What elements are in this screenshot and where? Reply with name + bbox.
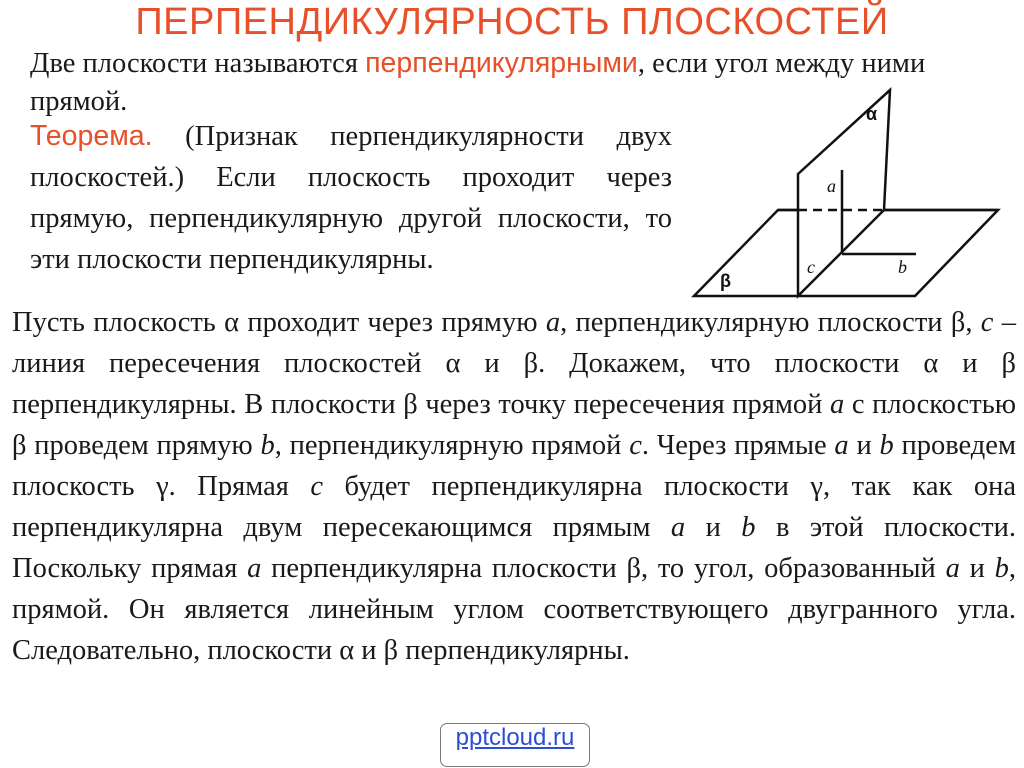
theorem-paragraph <box>30 116 672 280</box>
proof-variable: a <box>830 389 845 420</box>
proof-text-segment: перпендикулярна плоскости β, то угол, образованный <box>261 553 946 584</box>
proof-variable: a <box>247 553 262 584</box>
proof-text-segment: , прямой. Он является линейным углом соответствующего двугранного угла. Следовательно, плоскости α и β перпендикулярны. <box>12 553 1016 666</box>
label-c: c <box>807 257 815 277</box>
proof-text-segment: и <box>959 553 995 584</box>
proof-variable: b <box>994 553 1009 584</box>
proof-text-segment: проведем плоскость γ. Прямая <box>12 430 1016 502</box>
proof-variable: c <box>310 471 324 502</box>
pptcloud-watermark-link[interactable]: pptcloud.ru <box>440 723 590 767</box>
slide-title: ПЕРПЕНДИКУЛЯРНОСТЬ ПЛОСКОСТЕЙ <box>135 1 889 43</box>
theorem-text: (Признак перпендикулярности двух плоскостей.) Если плоскость проходит через прямую, перпендикулярную другой плоскости, то эти плоскости перпендикулярны. <box>30 121 672 275</box>
proof-variable: a <box>670 512 686 543</box>
definition-text-end: , если угол между ними прямой. <box>30 48 926 117</box>
proof-text-segment: . Через прямые <box>641 430 835 461</box>
proof-text-segment: Пусть плоскость α проходит через прямую <box>12 307 546 338</box>
theorem-label: Теорема. <box>30 120 153 152</box>
proof-text-segment: , перпендикулярную плоскости β, <box>560 307 981 338</box>
proof-text-segment: будет перпендикулярна плоскости γ, так как она перпендикулярна двум пересекающимся прямым <box>12 471 1016 543</box>
proof-variable: b <box>741 512 756 543</box>
label-a: a <box>827 176 836 196</box>
proof-text-segment: – линия пересечения плоскостей α и β. Докажем, что плоскости α и β перпендикулярны. В плоскости β через точку пересечения прямой <box>12 307 1017 420</box>
proof-variable: a <box>834 430 849 461</box>
planes-diagram <box>690 82 1010 302</box>
proof-paragraph <box>12 302 1016 671</box>
label-beta: β <box>720 271 731 291</box>
proof-variable: a <box>945 553 960 584</box>
proof-variable: b <box>879 430 894 461</box>
definition-text-start: Две плоскости называются <box>30 48 366 79</box>
proof-variable: c <box>629 430 642 461</box>
proof-text-segment: и <box>848 430 880 461</box>
proof-variable: a <box>545 307 561 338</box>
proof-text-segment: и <box>685 512 742 543</box>
proof-text-segment: , перпендикулярную прямой <box>274 430 630 461</box>
proof-variable: c <box>980 307 994 338</box>
proof-variable: b <box>260 430 275 461</box>
label-b: b <box>898 257 907 277</box>
label-alpha: α <box>866 104 878 124</box>
proof-text-segment: в этой плоскости. Поскольку прямая <box>12 512 1016 584</box>
proof-text-segment: с плоскостью β проведем прямую <box>12 389 1016 461</box>
definition-term: перпендикулярными <box>365 47 638 79</box>
